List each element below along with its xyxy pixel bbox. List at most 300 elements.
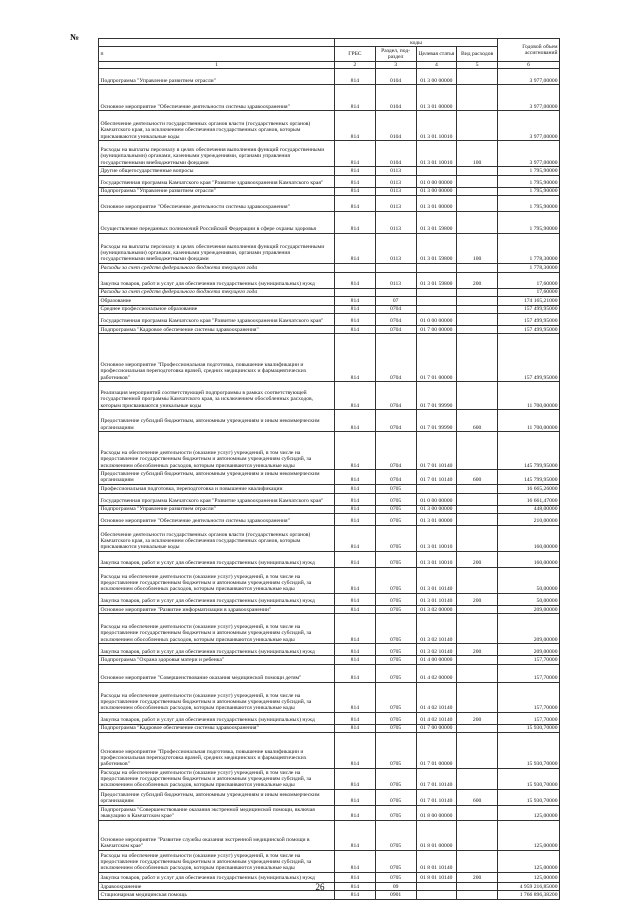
row-grbs: 814 bbox=[335, 820, 376, 850]
row-grbs: 814 bbox=[335, 733, 376, 769]
row-grbs: 814 bbox=[335, 644, 376, 656]
row-name: Подпрограмма "Управление развитием отрасли" bbox=[99, 505, 335, 513]
row-grbs: 814 bbox=[335, 872, 376, 882]
row-name: Обеспечение деятельности государственных органов власти (государственных органов) Камчатского края, за исключением обеспечения государственных органов, которым присваиваются уникальные коды bbox=[99, 111, 335, 141]
row-grbs: 814 bbox=[335, 790, 376, 806]
row-name: Расходы за счет средств федерального бюджета текущего года bbox=[99, 288, 335, 296]
row-grbs bbox=[335, 288, 376, 296]
row-sum: 160,00000 bbox=[498, 526, 560, 552]
row-name: Обеспечение деятельности государственных органов власти (государственных органов) Камчатского края, за исключением обеспечения государственных органов, которым присваиваются уникальные коды bbox=[99, 526, 335, 552]
row-expense-type bbox=[457, 187, 498, 195]
row-expense-type bbox=[457, 382, 498, 410]
row-section: 0705 bbox=[375, 850, 416, 872]
row-section: 0705 bbox=[375, 526, 416, 552]
row-expense-type: 100 bbox=[457, 234, 498, 264]
row-name: Государственная программа Камчатского края "Развитие здравоохранения Камчатского края" bbox=[99, 493, 335, 505]
row-grbs: 814 bbox=[335, 85, 376, 111]
row-sum: 157,70000 bbox=[498, 656, 560, 664]
row-grbs: 814 bbox=[335, 568, 376, 594]
row-section: 0705 bbox=[375, 656, 416, 664]
row-section bbox=[375, 288, 416, 296]
row-name: Закупка товаров, работ и услуг для обеспечения государственных (муниципальных) нужд bbox=[99, 272, 335, 288]
row-sum: 50,00000 bbox=[498, 594, 560, 606]
row-target-item: 01 4 02 00000 bbox=[416, 664, 457, 682]
row-sum: 160,00000 bbox=[498, 552, 560, 568]
row-target-item bbox=[416, 305, 457, 313]
row-grbs: 814 bbox=[335, 314, 376, 326]
table-row bbox=[99, 69, 560, 85]
row-expense-type: 600 bbox=[457, 790, 498, 806]
index-cell: 6 bbox=[498, 62, 560, 69]
row-grbs: 814 bbox=[335, 891, 376, 899]
row-section: 0705 bbox=[375, 790, 416, 806]
row-grbs: 814 bbox=[335, 850, 376, 872]
row-expense-type: 100 bbox=[457, 141, 498, 167]
index-cell: 2 bbox=[335, 62, 376, 69]
table-row bbox=[99, 272, 560, 288]
row-name: Основное мероприятие "Профессиональная подготовка, повышение квалификации и профессиональная переподготовка врачей, средних медицинских и фармацевтических работников" bbox=[99, 733, 335, 769]
table-row bbox=[99, 485, 560, 493]
row-target-item: 01 3 00 00000 bbox=[416, 69, 457, 85]
row-grbs: 814 bbox=[335, 664, 376, 682]
row-section: 0705 bbox=[375, 505, 416, 513]
number-sign: № bbox=[70, 32, 80, 42]
row-sum: 157 499,95000 bbox=[498, 314, 560, 326]
table-row bbox=[99, 264, 560, 272]
row-grbs bbox=[335, 264, 376, 272]
table-row bbox=[99, 470, 560, 485]
row-expense-type bbox=[457, 175, 498, 187]
row-expense-type bbox=[457, 334, 498, 382]
index-cell: 3 bbox=[375, 62, 416, 69]
header-expense-type: Вид расходов bbox=[457, 47, 498, 62]
row-section: 0705 bbox=[375, 568, 416, 594]
row-target-item: 01 3 01 10010 bbox=[416, 111, 457, 141]
row-sum: 1 795,90000 bbox=[498, 196, 560, 212]
row-target-item: 01 0 00 00000 bbox=[416, 175, 457, 187]
row-name: Образование bbox=[99, 297, 335, 305]
row-name: Подпрограмма "Совершенствование оказания экстренной медицинской помощи, включая эвакуацию в Камчатском крае" bbox=[99, 806, 335, 821]
table-row bbox=[99, 568, 560, 594]
row-target-item: 01 0 00 00000 bbox=[416, 314, 457, 326]
row-expense-type bbox=[457, 111, 498, 141]
table-row bbox=[99, 85, 560, 111]
row-section: 0704 bbox=[375, 334, 416, 382]
row-sum: 1 778,30000 bbox=[498, 234, 560, 264]
row-sum: 157 499,95000 bbox=[498, 326, 560, 334]
row-name: Закупка товаров, работ и услуг для обеспечения государственных (муниципальных) нужд bbox=[99, 552, 335, 568]
row-grbs: 814 bbox=[335, 806, 376, 821]
index-cell: 1 bbox=[99, 62, 335, 69]
row-expense-type bbox=[457, 432, 498, 470]
row-section: 0705 bbox=[375, 820, 416, 850]
table-row bbox=[99, 493, 560, 505]
row-expense-type bbox=[457, 485, 498, 493]
row-sum: 15 930,70000 bbox=[498, 733, 560, 769]
table-row bbox=[99, 872, 560, 882]
row-section: 0705 bbox=[375, 733, 416, 769]
row-expense-type bbox=[457, 526, 498, 552]
row-grbs: 814 bbox=[335, 514, 376, 526]
row-grbs: 814 bbox=[335, 485, 376, 493]
row-sum: 174 165,21000 bbox=[498, 297, 560, 305]
row-grbs: 814 bbox=[335, 175, 376, 187]
row-grbs: 814 bbox=[335, 305, 376, 313]
row-section: 0705 bbox=[375, 594, 416, 606]
row-grbs: 814 bbox=[335, 297, 376, 305]
header-codes: коды bbox=[335, 39, 498, 47]
row-expense-type bbox=[457, 212, 498, 234]
row-name: Среднее профессиональное образование bbox=[99, 305, 335, 313]
row-target-item: 01 8 01 10140 bbox=[416, 850, 457, 872]
row-name: Основное мероприятие "Профессиональная подготовка, повышение квалификации и профессиональная переподготовка врачей, средних медицинских и фармацевтических работников" bbox=[99, 334, 335, 382]
row-sum: 157 499,95000 bbox=[498, 334, 560, 382]
row-expense-type bbox=[457, 682, 498, 712]
table-row bbox=[99, 175, 560, 187]
row-sum: 125,00000 bbox=[498, 850, 560, 872]
row-section: 0705 bbox=[375, 664, 416, 682]
row-sum: 209,00000 bbox=[498, 614, 560, 644]
row-section: 0901 bbox=[375, 891, 416, 899]
row-expense-type bbox=[457, 297, 498, 305]
row-section: 0704 bbox=[375, 470, 416, 485]
row-grbs: 814 bbox=[335, 656, 376, 664]
row-target-item: 01 3 01 00000 bbox=[416, 514, 457, 526]
table-row bbox=[99, 187, 560, 195]
row-target-item: 01 7 01 99990 bbox=[416, 410, 457, 432]
row-section: 0113 bbox=[375, 167, 416, 175]
header-target-item: Целевая статья bbox=[416, 47, 457, 62]
page-number: 26 bbox=[315, 882, 325, 892]
row-sum: 17,60000 bbox=[498, 288, 560, 296]
row-name: Расходы на обеспечение деятельности (оказание услуг) учреждений, в том числе на предоставление государственным бюджетным и автономным учреждениям субсидий, за исключением обособленных расходов, которым присваиваются уникальные коды bbox=[99, 568, 335, 594]
row-target-item bbox=[416, 297, 457, 305]
row-sum: 125,00000 bbox=[498, 806, 560, 821]
table-row bbox=[99, 850, 560, 872]
row-target-item: 01 4 00 00000 bbox=[416, 656, 457, 664]
row-expense-type bbox=[457, 505, 498, 513]
table-row bbox=[99, 212, 560, 234]
row-section: 0705 bbox=[375, 485, 416, 493]
table-row bbox=[99, 526, 560, 552]
row-name: Расходы на обеспечение деятельности (оказание услуг) учреждений, в том числе на предоставление государственным бюджетным и автономным учреждениям субсидий, за исключением обособленных расходов, которым присваиваются уникальные коды bbox=[99, 432, 335, 470]
row-expense-type bbox=[457, 568, 498, 594]
row-section: 0113 bbox=[375, 272, 416, 288]
row-section: 0705 bbox=[375, 724, 416, 732]
table-row bbox=[99, 891, 560, 899]
row-expense-type: 200 bbox=[457, 272, 498, 288]
row-sum: 448,00000 bbox=[498, 505, 560, 513]
row-target-item: 01 3 01 10010 bbox=[416, 141, 457, 167]
row-grbs: 814 bbox=[335, 187, 376, 195]
header-row-top bbox=[99, 39, 560, 47]
row-name: Основное мероприятие "Обеспечение деятельности системы здравоохранения" bbox=[99, 85, 335, 111]
row-sum: 4 959 216,85000 bbox=[498, 882, 560, 890]
row-sum: 3 977,00000 bbox=[498, 111, 560, 141]
row-name: Государственная программа Камчатского края "Развитие здравоохранения Камчатского края" bbox=[99, 314, 335, 326]
row-sum: 125,00000 bbox=[498, 820, 560, 850]
row-grbs: 814 bbox=[335, 111, 376, 141]
table-row bbox=[99, 111, 560, 141]
row-section: 0704 bbox=[375, 432, 416, 470]
row-grbs: 814 bbox=[335, 272, 376, 288]
row-grbs: 814 bbox=[335, 526, 376, 552]
row-expense-type bbox=[457, 733, 498, 769]
row-target-item: 01 7 01 00000 bbox=[416, 733, 457, 769]
row-expense-type: 200 bbox=[457, 594, 498, 606]
row-target-item: 01 7 01 10140 bbox=[416, 790, 457, 806]
row-expense-type bbox=[457, 314, 498, 326]
row-target-item: 01 3 02 10140 bbox=[416, 614, 457, 644]
row-section: 0705 bbox=[375, 806, 416, 821]
row-expense-type: 200 bbox=[457, 644, 498, 656]
budget-table bbox=[98, 38, 560, 900]
row-name: Подпрограмма "Кадровое обеспечение системы здравоохранения" bbox=[99, 326, 335, 334]
row-sum: 209,00000 bbox=[498, 644, 560, 656]
table-row bbox=[99, 712, 560, 724]
row-expense-type: 600 bbox=[457, 470, 498, 485]
row-name: Закупка товаров, работ и услуг для обеспечения государственных (муниципальных) нужд bbox=[99, 712, 335, 724]
row-grbs: 814 bbox=[335, 69, 376, 85]
row-name: Другие общегосударственные вопросы bbox=[99, 167, 335, 175]
row-target-item: 01 3 01 59800 bbox=[416, 234, 457, 264]
row-name: Закупка товаров, работ и услуг для обеспечения государственных (муниципальных) нужд bbox=[99, 644, 335, 656]
row-target-item: 01 8 00 00000 bbox=[416, 806, 457, 821]
row-section: 0705 bbox=[375, 606, 416, 614]
header-sum: Годовой объем ассигнований bbox=[498, 39, 560, 62]
row-expense-type bbox=[457, 196, 498, 212]
row-grbs: 814 bbox=[335, 470, 376, 485]
row-expense-type bbox=[457, 614, 498, 644]
row-target-item: 01 4 02 10140 bbox=[416, 712, 457, 724]
row-section: 0705 bbox=[375, 769, 416, 790]
row-section: 0704 bbox=[375, 382, 416, 410]
header-num: п bbox=[99, 47, 335, 62]
row-target-item bbox=[416, 264, 457, 272]
row-name: Государственная программа Камчатского края "Развитие здравоохранения Камчатского края" bbox=[99, 175, 335, 187]
row-name: Предоставление субсидий бюджетным, автономным учреждениям и иным некоммерческим организациям bbox=[99, 410, 335, 432]
row-name: Расходы на обеспечение деятельности (оказание услуг) учреждений, в том числе на предоставление государственным бюджетным и автономным учреждениям субсидий, за исключением обособленных расходов, которым присваиваются уникальные коды bbox=[99, 769, 335, 790]
row-name: Основное мероприятие "Обеспечение деятельности системы здравоохранения" bbox=[99, 514, 335, 526]
index-cell: 4 bbox=[416, 62, 457, 69]
row-sum: 157 499,95000 bbox=[498, 305, 560, 313]
row-expense-type bbox=[457, 69, 498, 85]
row-target-item: 01 3 02 00000 bbox=[416, 606, 457, 614]
row-sum: 145 799,95000 bbox=[498, 432, 560, 470]
table-row bbox=[99, 733, 560, 769]
table-row bbox=[99, 664, 560, 682]
row-name: Расходы за счет средств федерального бюджета текущего года bbox=[99, 264, 335, 272]
table-row bbox=[99, 724, 560, 732]
row-target-item: 01 3 01 10140 bbox=[416, 594, 457, 606]
row-target-item: 01 7 01 10140 bbox=[416, 432, 457, 470]
row-target-item: 01 0 00 00000 bbox=[416, 493, 457, 505]
table-row bbox=[99, 326, 560, 334]
row-section: 0113 bbox=[375, 175, 416, 187]
row-name: Основное мероприятие "Обеспечение деятельности системы здравоохранения" bbox=[99, 196, 335, 212]
row-section bbox=[375, 264, 416, 272]
row-section: 0113 bbox=[375, 196, 416, 212]
table-row bbox=[99, 196, 560, 212]
row-expense-type bbox=[457, 493, 498, 505]
row-grbs: 814 bbox=[335, 614, 376, 644]
row-section: 0705 bbox=[375, 552, 416, 568]
table-row bbox=[99, 594, 560, 606]
header-blank bbox=[99, 39, 335, 47]
row-name: Основное мероприятие "Развитие службы оказания экстренной медицинской помощи в Камчатском крае" bbox=[99, 820, 335, 850]
index-cell: 5 bbox=[457, 62, 498, 69]
table-row bbox=[99, 410, 560, 432]
row-section: 0104 bbox=[375, 141, 416, 167]
row-grbs: 814 bbox=[335, 682, 376, 712]
row-expense-type bbox=[457, 664, 498, 682]
header-section: Раздел, под-раздел bbox=[375, 47, 416, 62]
row-name: Закупка товаров, работ и услуг для обеспечения государственных (муниципальных) нужд bbox=[99, 872, 335, 882]
row-name: Подпрограмма "Управление развитием отрасли" bbox=[99, 69, 335, 85]
row-name: Профессиональная подготовка, переподготовка и повышение квалификации bbox=[99, 485, 335, 493]
row-name: Расходы на обеспечение деятельности (оказание услуг) учреждений, в том числе на предоставление государственным бюджетным и автономным учреждениям субсидий, за исключением обособленных расходов, которым присваиваются уникальные коды bbox=[99, 850, 335, 872]
header-index-row bbox=[99, 62, 560, 69]
row-sum: 15 930,70000 bbox=[498, 724, 560, 732]
row-name: Основное мероприятие "Совершенствование оказания медицинской помощи детям" bbox=[99, 664, 335, 682]
row-section: 0705 bbox=[375, 712, 416, 724]
row-sum: 3 977,00000 bbox=[498, 69, 560, 85]
row-name: Подпрограмма "Кадровое обеспечение системы здравоохранения" bbox=[99, 724, 335, 732]
row-sum: 3 977,00000 bbox=[498, 85, 560, 111]
row-name: Расходы на обеспечение деятельности (оказание услуг) учреждений, в том числе на предоставление государственным бюджетным и автономным учреждениям субсидий, за исключением обособленных расходов, которым присваиваются уникальные коды bbox=[99, 614, 335, 644]
row-expense-type bbox=[457, 288, 498, 296]
row-target-item bbox=[416, 485, 457, 493]
row-sum: 11 700,00000 bbox=[498, 382, 560, 410]
row-target-item: 01 3 01 00000 bbox=[416, 85, 457, 111]
row-target-item: 01 7 00 00000 bbox=[416, 326, 457, 334]
table-row bbox=[99, 234, 560, 264]
table-row bbox=[99, 305, 560, 313]
row-expense-type: 600 bbox=[457, 410, 498, 432]
row-section: 0104 bbox=[375, 85, 416, 111]
table-row bbox=[99, 769, 560, 790]
row-name: Расходы на обеспечение деятельности (оказание услуг) учреждений, в том числе на предоставление государственным бюджетным и автономным учреждениям субсидий, за исключением обособленных расходов, которым присваиваются уникальные коды bbox=[99, 682, 335, 712]
row-target-item: 01 3 01 10010 bbox=[416, 552, 457, 568]
row-target-item: 01 7 01 10140 bbox=[416, 769, 457, 790]
table-row bbox=[99, 314, 560, 326]
table-row bbox=[99, 432, 560, 470]
table-row bbox=[99, 297, 560, 305]
row-expense-type: 200 bbox=[457, 552, 498, 568]
row-name: Расходы на выплаты персоналу в целях обеспечения выполнения функций государственными (муниципальными) органами, казенными учреждениями, органами управления государственными внебюджетными фондами bbox=[99, 141, 335, 167]
row-name: Реализация мероприятий соответствующей подпрограммы в рамках соответствующей государственной программы Камчатского края, за исключением обособленных расходов, которым присваиваются уникальные коды bbox=[99, 382, 335, 410]
row-grbs: 814 bbox=[335, 382, 376, 410]
row-section: 0113 bbox=[375, 212, 416, 234]
row-sum: 1 766 896,38200 bbox=[498, 891, 560, 899]
row-name: Расходы на выплаты персоналу в целях обеспечения выполнения функций государственными (муниципальными) органами, казенными учреждениями, органами управления государственными внебюджетными фондами bbox=[99, 234, 335, 264]
table-row bbox=[99, 644, 560, 656]
row-target-item: 01 3 00 00000 bbox=[416, 505, 457, 513]
row-grbs: 814 bbox=[335, 724, 376, 732]
table-row bbox=[99, 682, 560, 712]
row-section: 0113 bbox=[375, 187, 416, 195]
table-row bbox=[99, 167, 560, 175]
table-row bbox=[99, 382, 560, 410]
row-grbs: 814 bbox=[335, 493, 376, 505]
row-name: Предоставление субсидий бюджетным, автономным учреждениям и иным некоммерческим организациям bbox=[99, 470, 335, 485]
row-sum: 157,70000 bbox=[498, 682, 560, 712]
table-row bbox=[99, 288, 560, 296]
row-grbs: 814 bbox=[335, 234, 376, 264]
row-grbs: 814 bbox=[335, 196, 376, 212]
row-section: 0104 bbox=[375, 111, 416, 141]
row-target-item: 01 7 01 99990 bbox=[416, 382, 457, 410]
row-name: Стационарная медицинская помощь bbox=[99, 891, 335, 899]
row-sum: 15 930,70000 bbox=[498, 769, 560, 790]
row-grbs: 814 bbox=[335, 594, 376, 606]
row-section: 0704 bbox=[375, 326, 416, 334]
row-sum: 11 700,00000 bbox=[498, 410, 560, 432]
header-row-main bbox=[99, 47, 560, 62]
row-grbs: 814 bbox=[335, 167, 376, 175]
row-expense-type bbox=[457, 264, 498, 272]
row-section: 0705 bbox=[375, 682, 416, 712]
table-row bbox=[99, 505, 560, 513]
row-target-item: 01 3 01 59800 bbox=[416, 272, 457, 288]
row-sum: 16 661,47000 bbox=[498, 493, 560, 505]
row-section: 0705 bbox=[375, 493, 416, 505]
row-expense-type bbox=[457, 724, 498, 732]
row-sum: 1 795,90000 bbox=[498, 212, 560, 234]
row-expense-type bbox=[457, 167, 498, 175]
row-sum: 3 977,00000 bbox=[498, 141, 560, 167]
row-expense-type bbox=[457, 820, 498, 850]
row-expense-type: 200 bbox=[457, 872, 498, 882]
row-target-item: 01 3 01 10140 bbox=[416, 568, 457, 594]
row-grbs: 814 bbox=[335, 410, 376, 432]
row-expense-type bbox=[457, 656, 498, 664]
row-sum: 209,00000 bbox=[498, 606, 560, 614]
row-target-item bbox=[416, 288, 457, 296]
table-body bbox=[99, 69, 560, 899]
row-sum: 157,70000 bbox=[498, 664, 560, 682]
row-target-item: 01 3 01 10010 bbox=[416, 526, 457, 552]
table-row bbox=[99, 820, 560, 850]
header-grbs: ГРБС bbox=[335, 47, 376, 62]
row-expense-type bbox=[457, 305, 498, 313]
row-section: 0704 bbox=[375, 314, 416, 326]
row-target-item: 01 7 00 00000 bbox=[416, 724, 457, 732]
row-name: Осуществление переданных полномочий Российской Федерации в сфере охраны здоровья bbox=[99, 212, 335, 234]
row-sum: 210,00000 bbox=[498, 514, 560, 526]
row-expense-type bbox=[457, 850, 498, 872]
row-grbs: 814 bbox=[335, 769, 376, 790]
row-sum: 1 795,90000 bbox=[498, 175, 560, 187]
row-section: 0705 bbox=[375, 872, 416, 882]
row-sum: 17,60000 bbox=[498, 272, 560, 288]
row-name: Закупка товаров, работ и услуг для обеспечения государственных (муниципальных) нужд bbox=[99, 594, 335, 606]
row-grbs: 814 bbox=[335, 882, 376, 890]
table-row bbox=[99, 656, 560, 664]
row-grbs: 814 bbox=[335, 606, 376, 614]
table-row bbox=[99, 806, 560, 821]
row-grbs: 814 bbox=[335, 552, 376, 568]
row-section: 0705 bbox=[375, 614, 416, 644]
row-section: 0705 bbox=[375, 644, 416, 656]
row-sum: 1 795,90000 bbox=[498, 167, 560, 175]
table-row bbox=[99, 790, 560, 806]
row-sum: 50,00000 bbox=[498, 568, 560, 594]
row-expense-type bbox=[457, 514, 498, 526]
row-target-item: 01 4 02 10140 bbox=[416, 682, 457, 712]
row-section: 07 bbox=[375, 297, 416, 305]
row-sum: 1 778,30000 bbox=[498, 264, 560, 272]
